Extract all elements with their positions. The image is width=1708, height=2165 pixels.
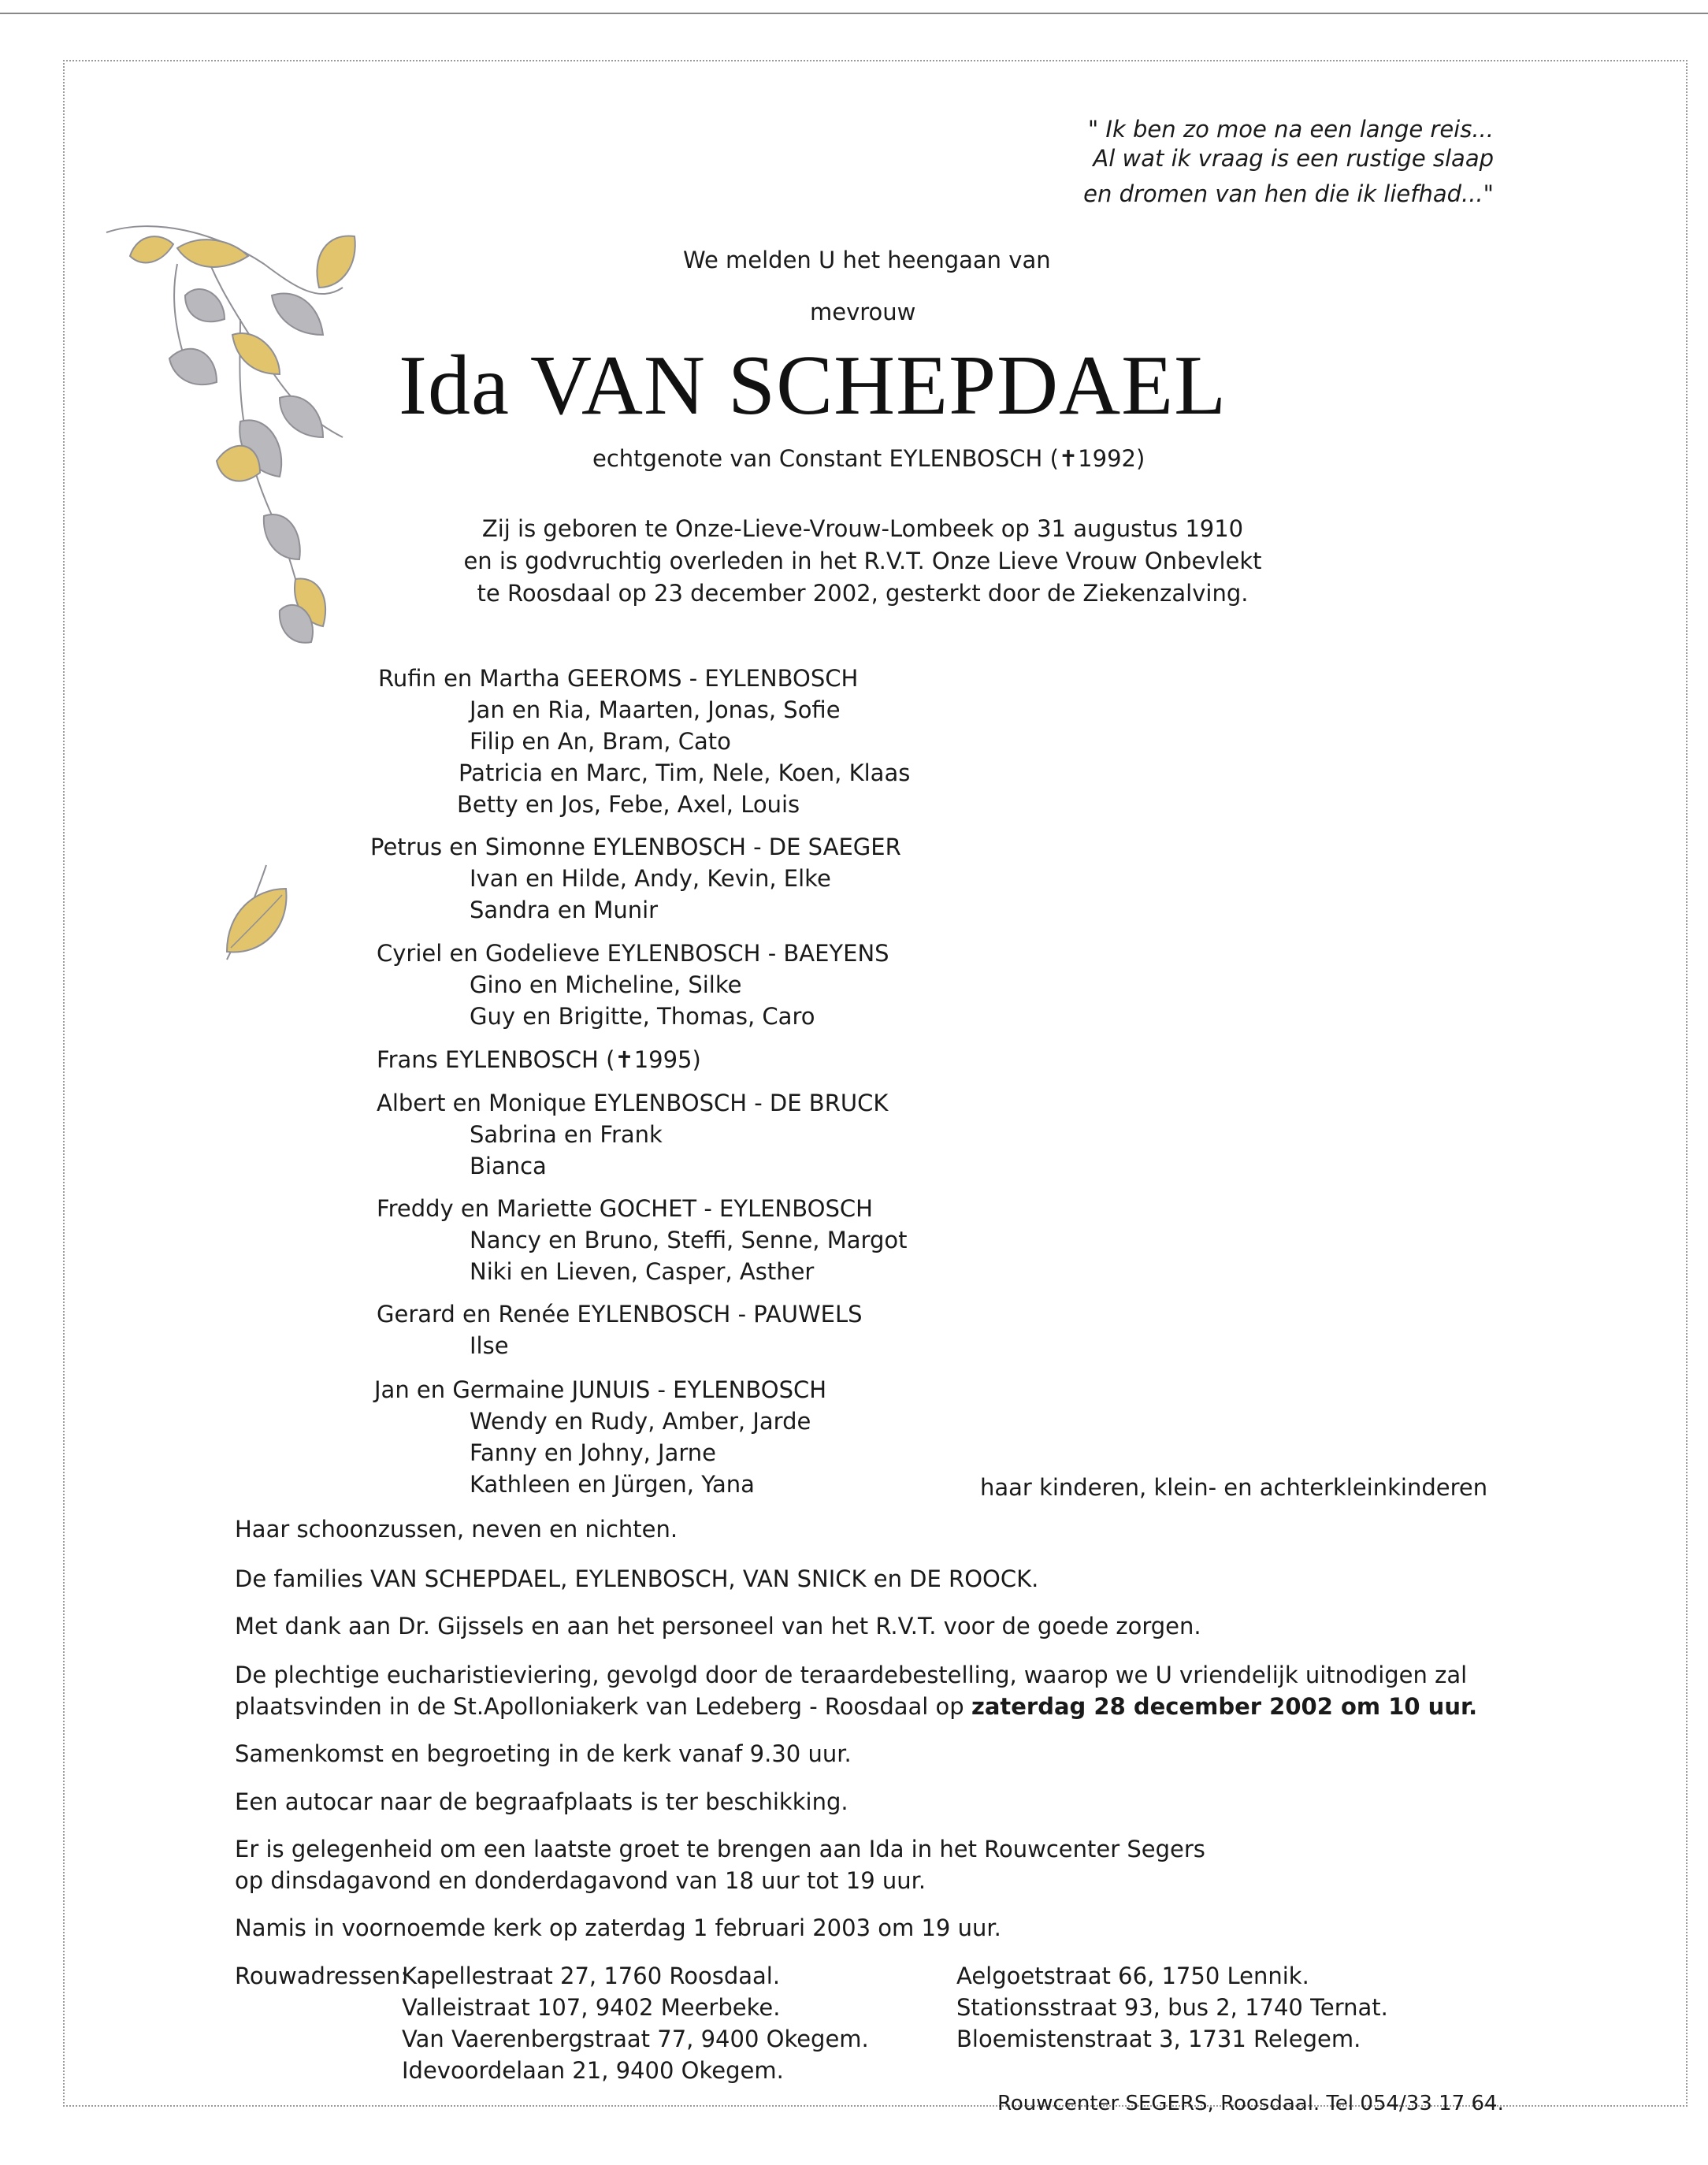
family-child: Sabrina en Frank <box>470 1121 663 1148</box>
paragraph-families: De families VAN SCHEPDAEL, EYLENBOSCH, VAN SNICK en DE ROOCK. <box>235 1565 1039 1592</box>
paragraph-farewell-2: op dinsdagavond en donderdagavond van 18 uur tot 19 uur. <box>235 1867 926 1894</box>
address-left: Valleistraat 107, 9402 Meerbeke. <box>402 1994 781 2021</box>
spouse-line: echtgenote van Constant EYLENBOSCH (✝1992) <box>592 445 1145 472</box>
poem-line-1: " Ik ben zo moe na een lange reis... <box>1087 116 1494 143</box>
deceased-name: Ida VAN SCHEPDAEL <box>399 339 1227 433</box>
family-child: Ilse <box>470 1332 509 1359</box>
ceremony-location-text: plaatsvinden in de St.Apolloniakerk van Ledeberg - Roosdaal op <box>235 1693 971 1720</box>
family-child: Guy en Brigitte, Thomas, Caro <box>470 1003 815 1030</box>
address-right: Stationsstraat 93, bus 2, 1740 Ternat. <box>956 1994 1388 2021</box>
family-child: Nancy en Bruno, Steffi, Senne, Margot <box>470 1227 908 1253</box>
leaf-icon <box>317 236 355 288</box>
honorific: mevrouw <box>810 299 916 325</box>
leaf-icon <box>264 514 300 559</box>
leaf-branch-illustration <box>83 201 414 705</box>
paragraph-gathering: Samenkomst en begroeting in de kerk vanaf 9.30 uur. <box>235 1740 852 1767</box>
family-child: Kathleen en Jürgen, Yana <box>470 1471 755 1498</box>
family-head: Freddy en Mariette GOCHET - EYLENBOSCH <box>377 1195 873 1222</box>
paragraph-thanks: Met dank aan Dr. Gijssels en aan het personeel van het R.V.T. voor de goede zorgen. <box>235 1613 1201 1640</box>
address-left: Van Vaerenbergstraat 77, 9400 Okegem. <box>402 2026 869 2052</box>
family-child: Fanny en Johny, Jarne <box>470 1439 716 1466</box>
family-child: Filip en An, Bram, Cato <box>470 728 731 755</box>
family-head: Frans EYLENBOSCH (✝1995) <box>377 1046 701 1073</box>
family-child: Bianca <box>470 1153 547 1179</box>
life-line-1: Zij is geboren te Onze-Lieve-Vrouw-Lombeek op 31 augustus 1910 <box>481 515 1244 542</box>
top-rule <box>0 13 1708 14</box>
address-right: Bloemistenstraat 3, 1731 Relegem. <box>956 2026 1361 2052</box>
address-left: Idevoordelaan 21, 9400 Okegem. <box>402 2057 784 2084</box>
paragraph-autocar: Een autocar naar de begraafplaats is ter beschikking. <box>235 1788 848 1815</box>
ceremony-date-time: zaterdag 28 december 2002 om 10 uur. <box>971 1693 1478 1720</box>
family-head: Albert en Monique EYLENBOSCH - DE BRUCK <box>377 1090 889 1116</box>
paragraph-in-laws: Haar schoonzussen, neven en nichten. <box>235 1516 678 1543</box>
address-left: Kapellestraat 27, 1760 Roosdaal. <box>402 1963 781 1989</box>
paragraph-memorial-mass: Namis in voornoemde kerk op zaterdag 1 februari 2003 om 19 uur. <box>235 1914 1001 1941</box>
leaf-icon <box>185 289 225 321</box>
poem-line-3: en dromen van hen die ik liefhad..." <box>1083 180 1494 207</box>
leaf-icon <box>280 396 323 437</box>
address-right: Aelgoetstraat 66, 1750 Lennik. <box>956 1963 1309 1989</box>
leaf-icon <box>169 349 217 384</box>
family-child: Ivan en Hilde, Andy, Kevin, Elke <box>470 865 831 892</box>
family-child: Patricia en Marc, Tim, Nele, Koen, Klaas <box>459 759 911 786</box>
addresses-label: Rouwadressen: <box>235 1963 409 1989</box>
family-child: Betty en Jos, Febe, Axel, Louis <box>457 791 800 818</box>
intro-text: We melden U het heengaan van <box>683 247 1051 273</box>
family-head: Jan en Germaine JUNUIS - EYLENBOSCH <box>374 1376 827 1403</box>
family-head: Cyriel en Godelieve EYLENBOSCH - BAEYENS <box>377 940 889 967</box>
family-head: Petrus en Simonne EYLENBOSCH - DE SAEGER <box>370 834 901 860</box>
paragraph-ceremony-1: De plechtige eucharistieviering, gevolgd door de teraardebestelling, waarop we U vriendelijk uitnodigen zal <box>235 1662 1468 1688</box>
leaf-icon <box>217 446 260 481</box>
family-child: Sandra en Munir <box>470 897 659 923</box>
leaf-icon <box>130 236 173 262</box>
family-head: Gerard en Renée EYLENBOSCH - PAUWELS <box>377 1301 863 1328</box>
leaf-icon <box>177 240 248 267</box>
funeral-home-credit: Rouwcenter SEGERS, Roosdaal. Tel 054/33 17 64. <box>997 2092 1504 2115</box>
leaf-icon <box>272 293 323 335</box>
life-line-3: te Roosdaal op 23 december 2002, gesterkt door de Ziekenzalving. <box>477 580 1249 607</box>
family-child: Gino en Micheline, Silke <box>470 971 742 998</box>
families-caption: haar kinderen, klein- en achterkleinkinderen <box>980 1474 1488 1501</box>
family-head: Rufin en Martha GEEROMS - EYLENBOSCH <box>378 665 859 692</box>
life-line-2: en is godvruchtig overleden in het R.V.T. Onze Lieve Vrouw Onbevlekt <box>463 548 1262 574</box>
family-child: Wendy en Rudy, Amber, Jarde <box>470 1408 811 1435</box>
family-child: Jan en Ria, Maarten, Jonas, Sofie <box>470 696 841 723</box>
paragraph-ceremony-2 <box>235 1695 1477 1718</box>
family-child: Niki en Lieven, Casper, Asther <box>470 1258 815 1285</box>
falling-leaf-illustration <box>211 857 298 975</box>
paragraph-farewell-1: Er is gelegenheid om een laatste groet te brengen aan Ida in het Rouwcenter Segers <box>235 1836 1205 1862</box>
poem-line-2: Al wat ik vraag is een rustige slaap <box>1093 145 1494 172</box>
